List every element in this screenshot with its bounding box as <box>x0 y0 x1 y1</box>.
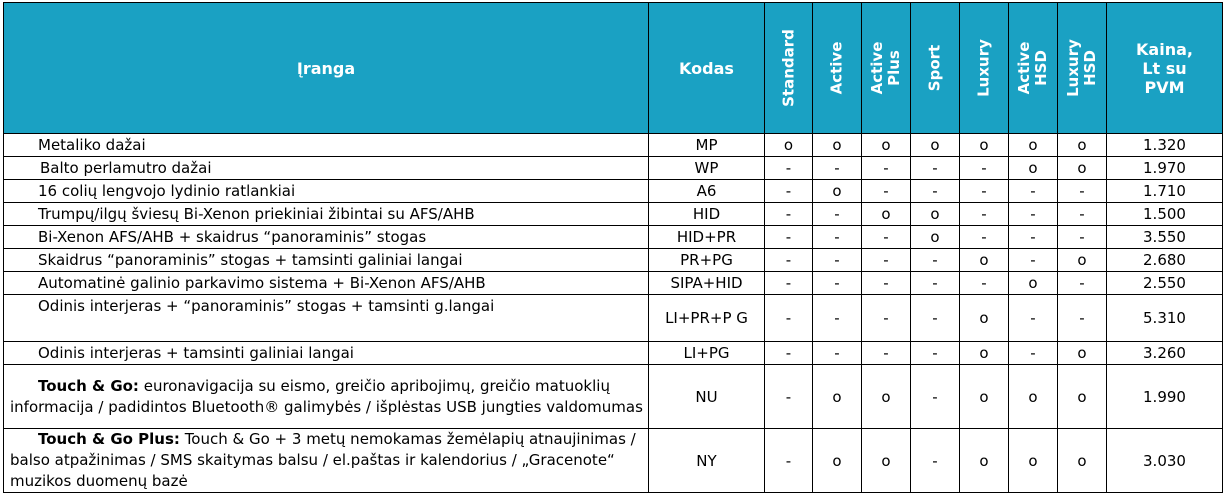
availability-mark: o <box>960 295 1009 342</box>
availability-mark: o <box>862 134 911 157</box>
availability-mark: o <box>1058 429 1107 493</box>
option-code: PR+PG <box>649 249 765 272</box>
table-row <box>4 203 1223 226</box>
availability-mark: - <box>765 295 813 342</box>
option-title: Touch & Go Plus: <box>38 430 180 448</box>
availability-mark: o <box>862 429 911 493</box>
header-row <box>4 3 1223 134</box>
header-trim-sport: Sport <box>911 3 960 134</box>
availability-mark: - <box>960 180 1009 203</box>
option-name: Bi-Xenon AFS/AHB + skaidrus “panoraminis” stogas <box>4 226 649 249</box>
option-price: 3.550 <box>1107 226 1223 249</box>
availability-mark: o <box>862 365 911 429</box>
availability-mark: - <box>862 180 911 203</box>
availability-mark: - <box>765 226 813 249</box>
option-name: Odinis interjeras + “panoraminis” stogas + tamsinti g.langai <box>4 295 649 342</box>
availability-mark: - <box>1009 249 1058 272</box>
option-code: HID <box>649 203 765 226</box>
availability-mark: - <box>765 180 813 203</box>
option-code: NU <box>649 365 765 429</box>
availability-mark: - <box>813 272 862 295</box>
availability-mark: - <box>765 203 813 226</box>
option-price: 1.970 <box>1107 157 1223 180</box>
availability-mark: - <box>813 226 862 249</box>
availability-mark: o <box>765 134 813 157</box>
availability-mark: - <box>1009 295 1058 342</box>
availability-mark: - <box>1009 180 1058 203</box>
option-description <box>4 429 649 493</box>
availability-mark: - <box>911 249 960 272</box>
table-row <box>4 157 1223 180</box>
option-price: 3.030 <box>1107 429 1223 493</box>
table-row <box>4 226 1223 249</box>
availability-mark: o <box>960 365 1009 429</box>
option-code: MP <box>649 134 765 157</box>
option-name: Metaliko dažai <box>4 134 649 157</box>
option-name: Skaidrus “panoraminis” stogas + tamsinti galiniai langai <box>4 249 649 272</box>
header-equipment: Įranga <box>4 3 649 134</box>
availability-mark: - <box>911 365 960 429</box>
header-code: Kodas <box>649 3 765 134</box>
availability-mark: - <box>911 272 960 295</box>
table-row <box>4 180 1223 203</box>
table-row <box>4 272 1223 295</box>
availability-mark: o <box>1058 342 1107 365</box>
option-code: A6 <box>649 180 765 203</box>
header-trim-luxury-hsd: Luxury HSD <box>1058 3 1107 134</box>
availability-mark: - <box>765 365 813 429</box>
availability-mark: o <box>1009 134 1058 157</box>
option-name: euronavigacija su eismo, greičio apribojimų, greičio matuoklių informacija / padidintos Bluetooth® galimybės / išplėstas USB jungties valdomumas <box>10 376 643 416</box>
availability-mark: - <box>1058 226 1107 249</box>
header-trim-active: Active <box>813 3 862 134</box>
availability-mark: - <box>911 180 960 203</box>
table-row <box>4 429 1223 493</box>
option-name: Automatinė galinio parkavimo sistema + Bi-Xenon AFS/AHB <box>4 272 649 295</box>
availability-mark: - <box>813 157 862 180</box>
availability-mark: - <box>960 226 1009 249</box>
option-price: 5.310 <box>1107 295 1223 342</box>
option-code: LI+PG <box>649 342 765 365</box>
availability-mark: - <box>862 249 911 272</box>
table-row <box>4 295 1223 342</box>
availability-mark: - <box>813 342 862 365</box>
availability-mark: - <box>862 272 911 295</box>
availability-mark: o <box>1009 157 1058 180</box>
availability-mark: - <box>911 157 960 180</box>
header-trim-luxury: Luxury <box>960 3 1009 134</box>
option-title: Touch & Go: <box>38 376 139 395</box>
availability-mark: o <box>911 226 960 249</box>
header-price: Kaina, Lt su PVM <box>1107 3 1223 134</box>
availability-mark: - <box>765 342 813 365</box>
option-name: 16 colių lengvojo lydinio ratlankiai <box>4 180 649 203</box>
availability-mark: - <box>862 295 911 342</box>
availability-mark: - <box>911 295 960 342</box>
availability-mark: - <box>862 157 911 180</box>
availability-mark: - <box>911 342 960 365</box>
equipment-options-table <box>3 2 1223 493</box>
availability-mark: o <box>960 429 1009 493</box>
header-trim-active-hsd: Active HSD <box>1009 3 1058 134</box>
option-price: 1.990 <box>1107 365 1223 429</box>
availability-mark: - <box>1058 272 1107 295</box>
table-row <box>4 249 1223 272</box>
header-trim-active-plus: Active Plus <box>862 3 911 134</box>
table-row <box>4 134 1223 157</box>
availability-mark: o <box>1058 134 1107 157</box>
availability-mark: - <box>813 249 862 272</box>
availability-mark: - <box>765 249 813 272</box>
availability-mark: - <box>960 203 1009 226</box>
availability-mark: - <box>911 429 960 493</box>
availability-mark: o <box>1058 157 1107 180</box>
availability-mark: - <box>813 295 862 342</box>
table-row <box>4 342 1223 365</box>
header-trim-standard: Standard <box>765 3 813 134</box>
option-code: WP <box>649 157 765 180</box>
option-name: Balto perlamutro dažai <box>4 157 649 180</box>
availability-mark: - <box>960 272 1009 295</box>
availability-mark: o <box>862 203 911 226</box>
availability-mark: - <box>813 203 862 226</box>
availability-mark: o <box>960 249 1009 272</box>
availability-mark: - <box>1058 203 1107 226</box>
availability-mark: - <box>1058 180 1107 203</box>
availability-mark: o <box>813 429 862 493</box>
availability-mark: o <box>1009 429 1058 493</box>
availability-mark: - <box>862 342 911 365</box>
option-price: 3.260 <box>1107 342 1223 365</box>
availability-mark: o <box>813 134 862 157</box>
option-code: LI+PR+P G <box>649 295 765 342</box>
option-name: Trumpų/ilgų šviesų Bi-Xenon priekiniai žibintai su AFS/AHB <box>4 203 649 226</box>
availability-mark: - <box>1058 295 1107 342</box>
option-code: HID+PR <box>649 226 765 249</box>
option-price: 1.500 <box>1107 203 1223 226</box>
availability-mark: o <box>960 134 1009 157</box>
availability-mark: - <box>1009 203 1058 226</box>
option-price: 2.550 <box>1107 272 1223 295</box>
availability-mark: o <box>1009 365 1058 429</box>
table-row <box>4 365 1223 429</box>
availability-mark: - <box>765 272 813 295</box>
availability-mark: - <box>960 157 1009 180</box>
option-price: 1.710 <box>1107 180 1223 203</box>
availability-mark: o <box>813 180 862 203</box>
option-name: Odinis interjeras + tamsinti galiniai langai <box>4 342 649 365</box>
option-price: 1.320 <box>1107 134 1223 157</box>
option-description <box>4 365 649 429</box>
availability-mark: o <box>911 134 960 157</box>
availability-mark: o <box>1009 272 1058 295</box>
availability-mark: o <box>1058 249 1107 272</box>
option-code: SIPA+HID <box>649 272 765 295</box>
availability-mark: o <box>813 365 862 429</box>
availability-mark: o <box>1058 365 1107 429</box>
option-code: NY <box>649 429 765 493</box>
availability-mark: - <box>1009 226 1058 249</box>
option-price: 2.680 <box>1107 249 1223 272</box>
availability-mark: - <box>765 429 813 493</box>
availability-mark: o <box>960 342 1009 365</box>
availability-mark: - <box>1009 342 1058 365</box>
availability-mark: - <box>862 226 911 249</box>
availability-mark: - <box>765 157 813 180</box>
option-name: Touch & Go + 3 metų nemokamas žemėlapių atnaujinimas / balso atpažinimas / SMS skaitymas balsu / el.paštas ir kalendorius / „Gracenote“ muzikos duomenų bazė <box>10 430 636 490</box>
availability-mark: o <box>911 203 960 226</box>
